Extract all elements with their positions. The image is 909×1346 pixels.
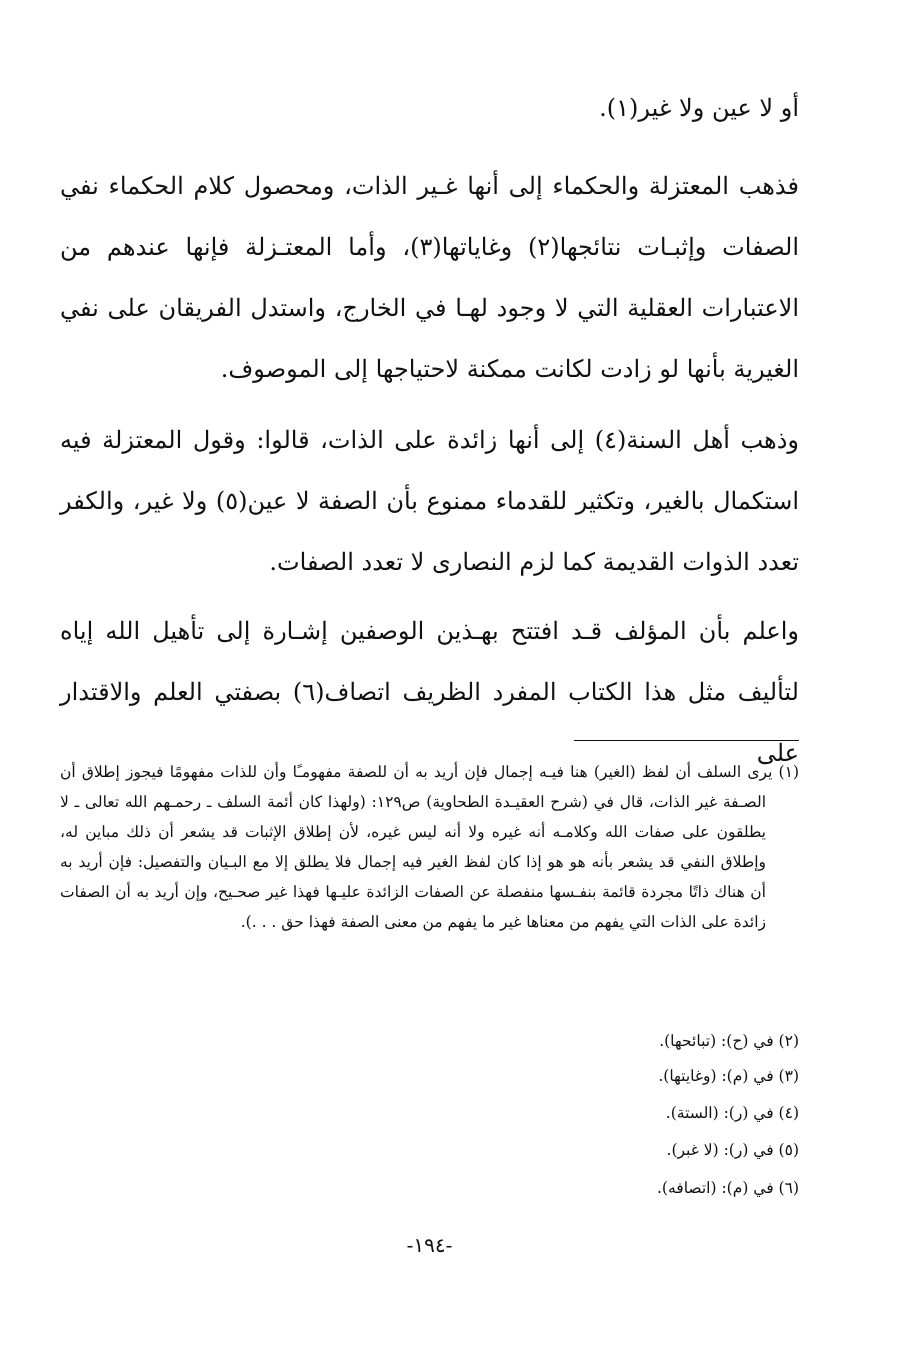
footnote-1: (١) يرى السلف أن لفظ (الغير) هنا فيـه إجمال فإن أريد به أن للصفة مفهومـًا وأن للذات مفهومًا فيجوز إطلاق أن الصـفة غير الذات، قال في (شرح العقيـدة الطحاوية) ص١٢٩: (ولهذا كان أئمة السلف ـ رحمـهم الله تعالى ـ لا يطلقون على صفات الله وكلامـه أنه غيره ولا أنه ليس غيره، لأن إطلاق الإثبات قد يشعر أن ذلك مباين له، وإطلاق النفي قد يشعر بأنه هو هو إذا كان لفظ الغير فيه إجمال فلا يطلق إلا مع البـيان والتفصيل: فإن أريد به أن هناك ذاتًا مجردة قائمة بنفـسها منفصلة عن الصفات الزائدة عليـها فهذا غير صحـيح، وإن أريد به أن الصفات زائدة على الذات التي يفهم من معناها غير ما يفهم من معنى الصفة فهذا حق . . .). xyxy=(60,763,799,931)
footnote-2: (٢) في (ح): (تبائحها). xyxy=(659,1032,799,1050)
page-number: -١٩٤- xyxy=(406,1233,453,1257)
paragraph-author: واعلم بأن المؤلف قـد افتتح بهـذين الوصفين إشـارة إلى تأهيل الله إياه لتأليف مثل هذا الكتاب المفرد الظريف اتصاف(٦) بصفتي العلم والاقتدار على xyxy=(60,617,799,767)
footnote-5: (٥) في (ر): (لا غبر). xyxy=(666,1141,799,1159)
paragraph-ahl-sunna: وذهب أهل السنة(٤) إلى أنها زائدة على الذات، قالوا: وقول المعتزلة فيه استكمال بالغير، وتكثير للقدماء ممنوع بأن الصفة لا عين(٥) ولا غير، والكفر تعدد الذوات القديمة كما لزم النصارى لا تعدد الصفات. xyxy=(60,426,800,576)
continuation-line: أو لا عين ولا غير(١). xyxy=(599,94,799,122)
footnote-3: (٣) في (م): (وغايتها). xyxy=(658,1067,799,1085)
footnote-4: (٤) في (ر): (الستة). xyxy=(665,1104,799,1122)
footnote-separator xyxy=(574,740,799,741)
book-page xyxy=(60,0,799,1346)
paragraph-mutazila: فذهب المعتزلة والحكماء إلى أنها غـير الذات، ومحصول كلام الحكماء نفي الصفات وإثبـات نتائجها(٢) وغاياتها(٣)، وأما المعتـزلة فإنها عندهم من الاعتبارات العقلية التي لا وجود لهـا في الخارج، واستدل الفريقان على نفي الغيرية بأنها لو زادت لكانت ممكنة لاحتياجها إلى الموصوف. xyxy=(60,172,800,383)
footnote-6: (٦) في (م): (اتصافه). xyxy=(657,1179,799,1197)
